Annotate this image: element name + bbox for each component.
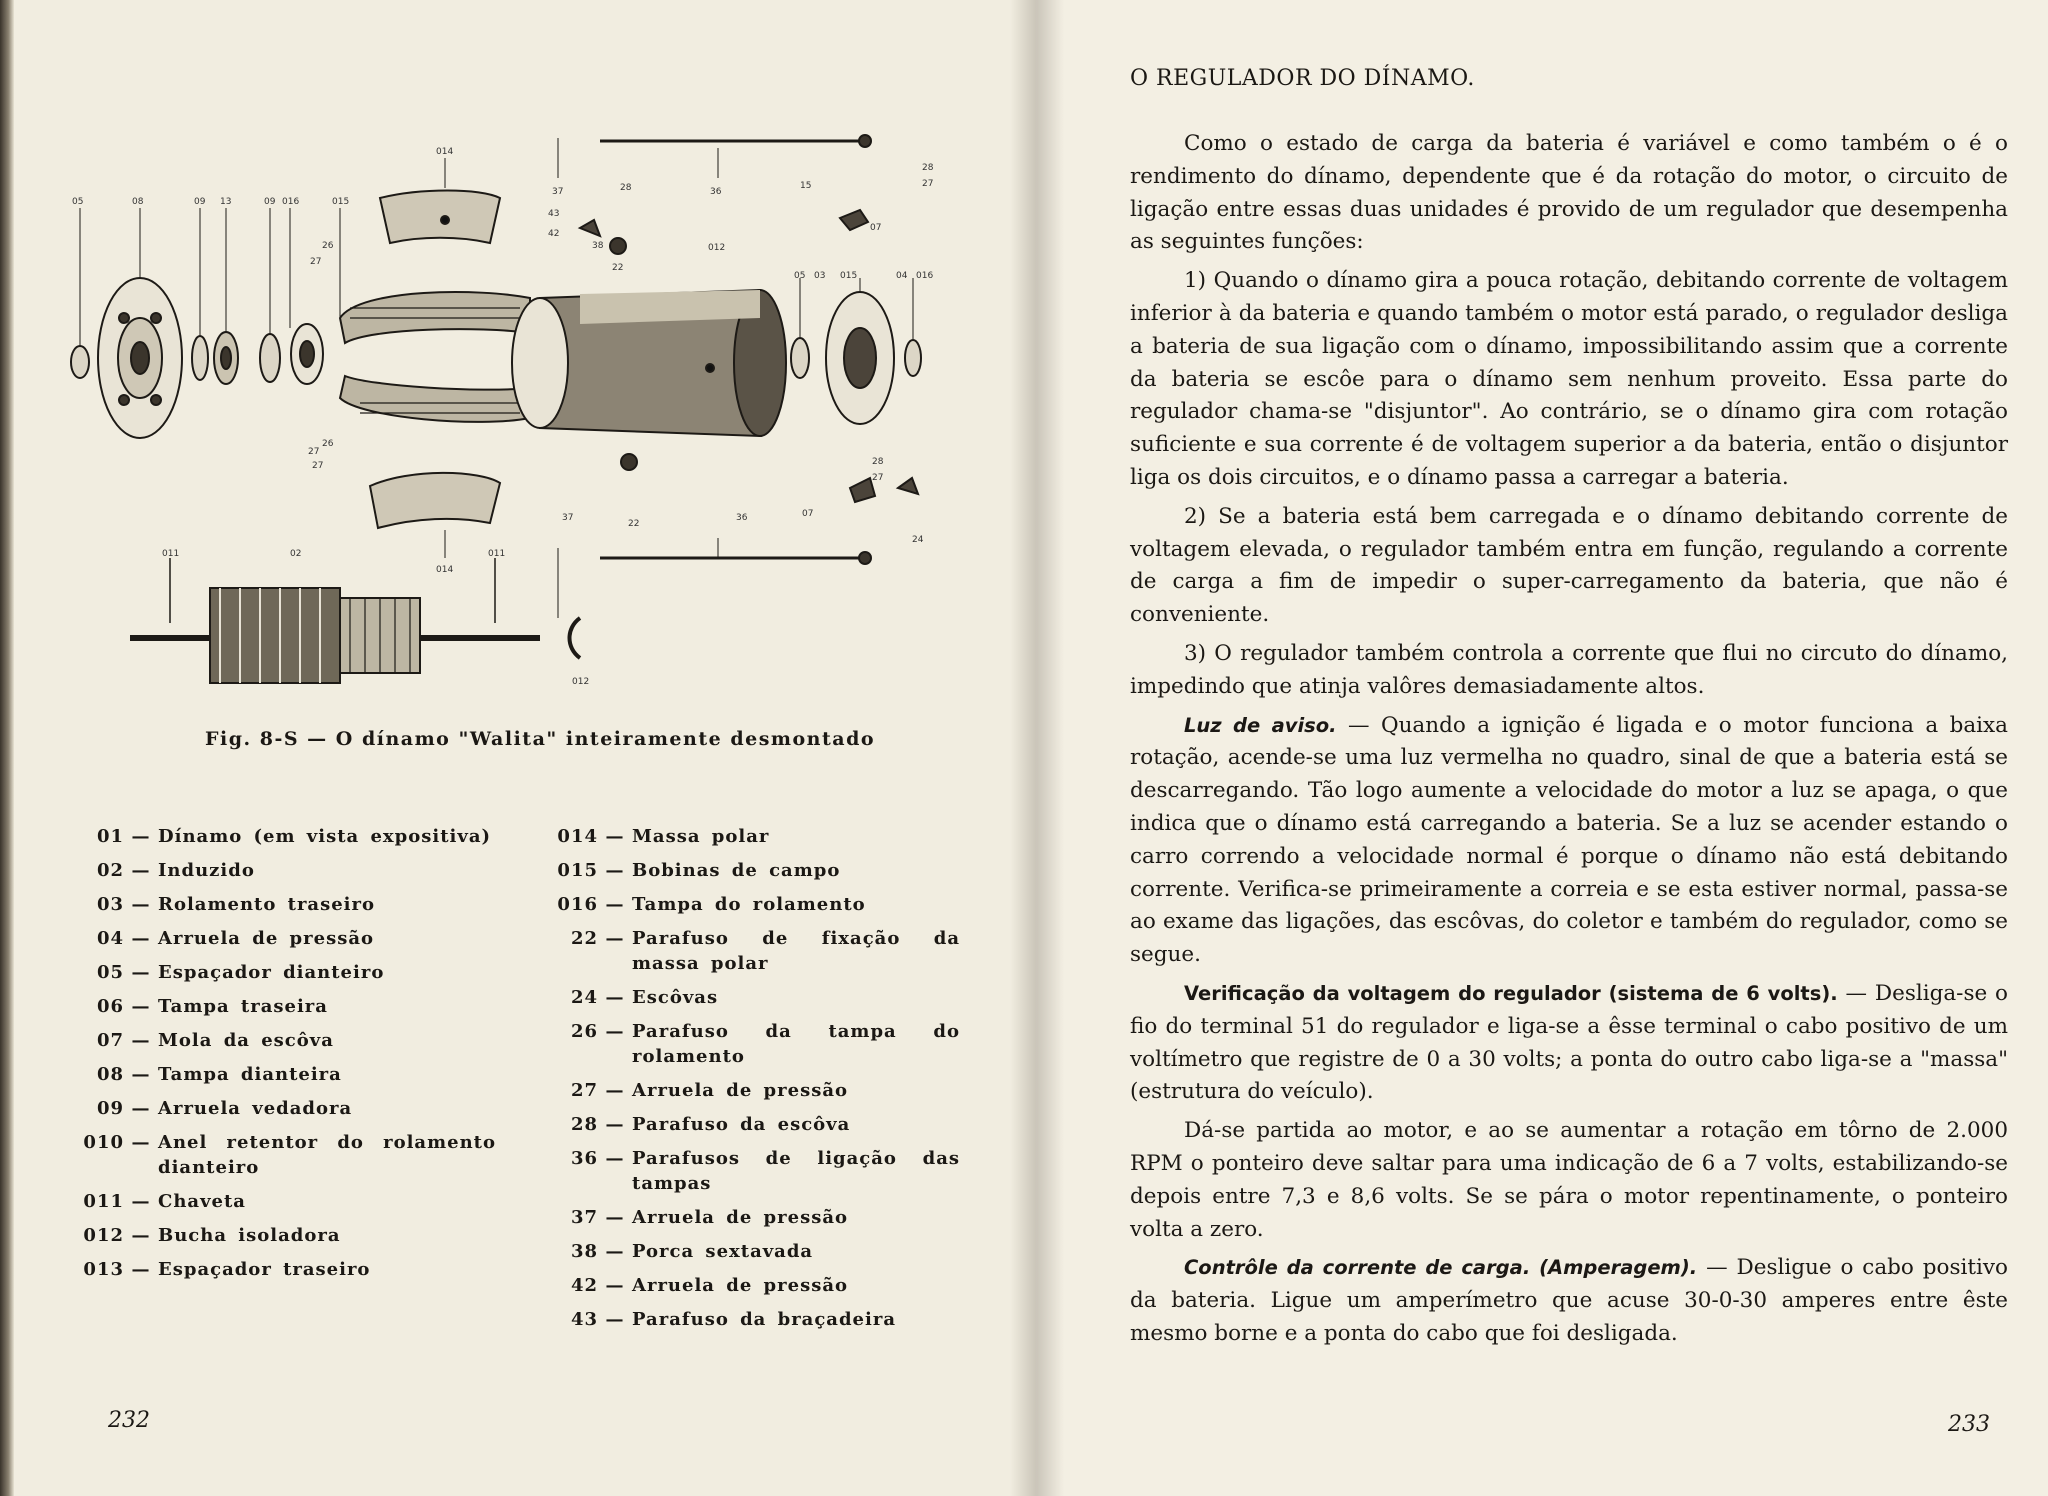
label-05: 05 [72, 197, 84, 207]
label-05b: 05 [794, 271, 806, 281]
exploded-dynamo-diagram [60, 118, 960, 704]
legend-item [76, 824, 496, 849]
legend-item [76, 926, 496, 951]
legend-dash: — [131, 1191, 151, 1212]
legend-code: 42 [570, 1275, 598, 1296]
legend-item [76, 1189, 496, 1214]
legend-code: 04 [96, 928, 124, 949]
label-014b: 014 [436, 565, 454, 575]
legend-text: Porca sextavada [632, 1241, 814, 1262]
legend-text: Mola da escôva [158, 1030, 334, 1051]
legend-item [76, 1028, 496, 1053]
legend-dash: — [605, 826, 625, 847]
legend-code: 02 [96, 860, 124, 881]
label-011b: 011 [488, 549, 506, 559]
label-27d: 27 [312, 461, 324, 471]
legend-text: Chaveta [158, 1191, 246, 1212]
label-43: 43 [548, 209, 560, 219]
label-014: 014 [436, 147, 454, 157]
label-012b: 012 [572, 677, 590, 687]
legend-code: 28 [570, 1114, 598, 1135]
paragraph-intro: Como o estado de carga da bateria é variável e como também o é o rendimento do dínamo, dependente que é da rotação do motor, o circuito de ligação entre essas duas unidades é provido de um regulador que desempenha as seguintes funções: [1130, 131, 2008, 255]
label-27b: 27 [310, 257, 322, 267]
legend-code: 011 [83, 1191, 124, 1212]
paragraph-function-1: 1) Quando o dínamo gira a pouca rotação, debitando corrente de voltagem inferior à da bateria e quando também o motor está parado, o regulador desliga a bateria de sua ligação com o dínamo, impossibilitando assim que a corrente da bateria se escôe para o dínamo sem nenhum proveito. Essa parte do regulador chama-se "disjuntor". Ao contrário, se o dínamo gira com rotação suficiente e sua corrente é de voltagem superior a da bateria, então o disjuntor liga os dois circuitos, e o dínamo passa a carregar a bateria. [1130, 268, 2008, 490]
label-37b: 37 [562, 513, 574, 523]
pole-shoe-part [370, 191, 500, 529]
legend-dash: — [605, 860, 625, 881]
legend-code: 016 [557, 894, 598, 915]
legend-item [76, 892, 496, 917]
legend-dash: — [131, 1030, 151, 1051]
legend-dash: — [605, 1080, 625, 1101]
section-heading: O REGULADOR DO DÍNAMO. [1130, 66, 1475, 91]
legend-text: Arruela de pressão [632, 1080, 849, 1101]
legend-text: Parafusos de ligação das tampas [632, 1148, 960, 1194]
legend-dash: — [605, 1207, 625, 1228]
legend-text: Tampa dianteira [158, 1064, 342, 1085]
legend-text: Tampa traseira [158, 996, 328, 1017]
legend-text: Bobinas de campo [632, 860, 841, 881]
legend-text: Arruela de pressão [158, 928, 375, 949]
legend-item [76, 994, 496, 1019]
legend-text: Arruela de pressão [632, 1207, 849, 1228]
voltage-check-text: — Desliga-se o fio do terminal 51 do regulador e liga-se a êsse terminal o cabo positivo de um voltímetro que registre de 0 a 30 volts; a ponta do outro cabo liga-se a "massa" (estrutura do veículo). [1130, 980, 2008, 1105]
legend-text: Espaçador dianteiro [158, 962, 385, 983]
label-22: 22 [612, 263, 624, 273]
page-number-left: 232 [108, 1408, 150, 1433]
legend-code: 06 [96, 996, 124, 1017]
legend-item [550, 926, 960, 976]
legend-dash: — [131, 1098, 151, 1119]
runin-warning-light: Luz de aviso. [1184, 713, 1337, 737]
label-26b: 26 [322, 439, 334, 449]
body-text [1130, 128, 2008, 1357]
legend-dash: — [605, 928, 625, 949]
page-number-right: 233 [1948, 1412, 1990, 1437]
warning-light-text: — Quando a ignição é ligada e o motor funciona a baixa rotação, acende-se uma luz vermelha no quadro, sinal de que a bateria está se descarregando. Tão logo aumente a velocidade do motor a luz se apaga, o que indica que o dínamo está carregando a bateria. Se a luz se acender estando o carro correndo a velocidade normal é porque o dínamo não está debitando corrente. Verifica-se primeiramente a correia e se esta estiver normal, passa-se ao exame das ligações, das escôvas, do coletor e também do regulador, como se segue. [1130, 712, 2008, 968]
label-28: 28 [620, 183, 632, 193]
paragraph-function-2: 2) Se a bateria está bem carregada e o dínamo debitando corrente de voltagem elevada, o regulador também entra em função, regulando a corrente de carga a fim de impedir o super-carregamento da bateria, que não é conveniente. [1130, 503, 2008, 628]
book-edge [0, 0, 14, 1496]
legend-dash: — [605, 1114, 625, 1135]
label-011: 011 [162, 549, 180, 559]
armature-part [130, 558, 540, 683]
label-28b: 28 [922, 163, 934, 173]
label-37: 37 [552, 187, 564, 197]
label-09b: 09 [264, 197, 276, 207]
paragraph-voltage-check [1130, 978, 2008, 1109]
legend-item [76, 1062, 496, 1087]
dynamo-drawing [60, 118, 960, 704]
label-42: 42 [548, 229, 560, 239]
legend-text: Massa polar [632, 826, 770, 847]
legend-text: Parafuso da braçadeira [632, 1309, 896, 1330]
label-08: 08 [132, 197, 144, 207]
legend-code: 37 [570, 1207, 598, 1228]
paragraph-current-control [1130, 1252, 2008, 1350]
legend-code: 03 [96, 894, 124, 915]
book-gutter [1010, 0, 1064, 1496]
legend-item [76, 1223, 496, 1248]
label-016: 016 [282, 197, 300, 207]
label-07: 07 [870, 223, 882, 233]
parts-legend-left [76, 824, 496, 1291]
legend-dash: — [131, 1132, 151, 1153]
legend-item [76, 858, 496, 883]
label-27c: 27 [308, 447, 320, 457]
legend-code: 26 [570, 1021, 598, 1042]
front-cover-part [98, 278, 182, 438]
legend-text: Escôvas [632, 987, 719, 1008]
legend-item [76, 1130, 496, 1180]
label-13: 13 [220, 197, 232, 207]
legend-item [550, 824, 960, 849]
label-36: 36 [710, 187, 722, 197]
legend-dash: — [131, 894, 151, 915]
legend-dash: — [605, 1309, 625, 1330]
rear-cover-part [791, 292, 921, 424]
legend-item [550, 1273, 960, 1298]
legend-item [550, 1307, 960, 1332]
legend-dash: — [131, 1225, 151, 1246]
label-03: 03 [814, 271, 826, 281]
legend-text: Tampa do rolamento [632, 894, 866, 915]
legend-code: 38 [570, 1241, 598, 1262]
legend-dash: — [131, 1259, 151, 1280]
figure-caption: Fig. 8-S — O dínamo "Walita" inteiramente desmontado [205, 728, 876, 750]
label-27e: 27 [872, 473, 884, 483]
paragraph-warning-light [1130, 710, 2008, 972]
legend-text: Anel retentor do rolamento dianteiro [158, 1132, 496, 1178]
legend-code: 07 [96, 1030, 124, 1051]
legend-dash: — [131, 826, 151, 847]
label-07b: 07 [802, 509, 814, 519]
legend-item [76, 960, 496, 985]
legend-text: Espaçador traseiro [158, 1259, 371, 1280]
legend-code: 22 [570, 928, 598, 949]
housing-part [512, 290, 786, 436]
legend-code: 01 [96, 826, 124, 847]
legend-dash: — [605, 1148, 625, 1169]
legend-code: 010 [83, 1132, 124, 1153]
legend-text: Parafuso da tampa do rolamento [632, 1021, 960, 1067]
legend-text: Parafuso da escôva [632, 1114, 851, 1135]
legend-item [76, 1257, 496, 1282]
label-26: 26 [322, 241, 334, 251]
legend-dash: — [605, 1021, 625, 1042]
label-04: 04 [896, 271, 908, 281]
label-016b: 016 [916, 271, 934, 281]
runin-current-control: Contrôle da corrente de carga. (Amperagem). [1184, 1256, 1698, 1280]
legend-code: 015 [557, 860, 598, 881]
legend-item [550, 1146, 960, 1196]
legend-dash: — [605, 1275, 625, 1296]
label-015: 015 [332, 197, 350, 207]
legend-dash: — [605, 987, 625, 1008]
label-015b: 015 [840, 271, 858, 281]
label-22b: 22 [628, 519, 640, 529]
legend-item [550, 1239, 960, 1264]
field-coils-part [340, 292, 530, 422]
label-09: 09 [194, 197, 206, 207]
label-38: 38 [592, 241, 604, 251]
label-28c: 28 [872, 457, 884, 467]
legend-text: Rolamento traseiro [158, 894, 376, 915]
legend-code: 09 [96, 1098, 124, 1119]
legend-item [550, 892, 960, 917]
legend-dash: — [605, 1241, 625, 1262]
label-012: 012 [708, 243, 726, 253]
legend-dash: — [131, 1064, 151, 1085]
legend-item [550, 1112, 960, 1137]
legend-dash: — [131, 860, 151, 881]
legend-dash: — [131, 928, 151, 949]
legend-code: 014 [557, 826, 598, 847]
legend-item [76, 1096, 496, 1121]
label-15: 15 [800, 181, 812, 191]
legend-text: Dínamo (em vista expositiva) [158, 826, 492, 847]
legend-dash: — [131, 962, 151, 983]
legend-code: 36 [570, 1148, 598, 1169]
parts-legend-right [550, 824, 960, 1341]
label-36b: 36 [736, 513, 748, 523]
legend-code: 05 [96, 962, 124, 983]
legend-text: Parafuso de fixação da massa polar [632, 928, 960, 974]
paragraph-function-3: 3) O regulador também controla a corrente que flui no circuto do dínamo, impedindo que atinja valôres demasiadamente altos. [1130, 640, 2008, 699]
legend-code: 08 [96, 1064, 124, 1085]
legend-code: 012 [83, 1225, 124, 1246]
legend-item [550, 985, 960, 1010]
paragraph-rpm: Dá-se partida ao motor, e ao se aumentar a rotação em tôrno de 2.000 RPM o ponteiro deve saltar para uma indicação de 6 a 7 volts, estabilizando-se depois entre 7,3 e 8,6 volts. Se se pára o motor repentinamente, o ponteiro volta a zero. [1130, 1118, 2008, 1242]
legend-text: Induzido [158, 860, 255, 881]
legend-text: Arruela vedadora [158, 1098, 353, 1119]
label-02: 02 [290, 549, 302, 559]
legend-text: Arruela de pressão [632, 1275, 849, 1296]
legend-code: 27 [570, 1080, 598, 1101]
legend-code: 24 [570, 987, 598, 1008]
legend-code: 43 [570, 1309, 598, 1330]
legend-dash: — [131, 996, 151, 1017]
legend-code: 013 [83, 1259, 124, 1280]
legend-item [550, 1205, 960, 1230]
legend-text: Bucha isoladora [158, 1225, 341, 1246]
legend-item [550, 1019, 960, 1069]
label-24: 24 [912, 535, 924, 545]
legend-item [550, 1078, 960, 1103]
legend-item [550, 858, 960, 883]
label-27: 27 [922, 179, 934, 189]
current-control-text: — Desligue o cabo positivo da bateria. Ligue um amperímetro que acuse 30-0-30 amperes entre êste mesmo borne e a ponta do cabo que foi desligada. [1130, 1255, 2008, 1346]
legend-dash: — [605, 894, 625, 915]
runin-voltage-check: Verificação da voltagem do regulador (sistema de 6 volts). [1184, 981, 1838, 1005]
